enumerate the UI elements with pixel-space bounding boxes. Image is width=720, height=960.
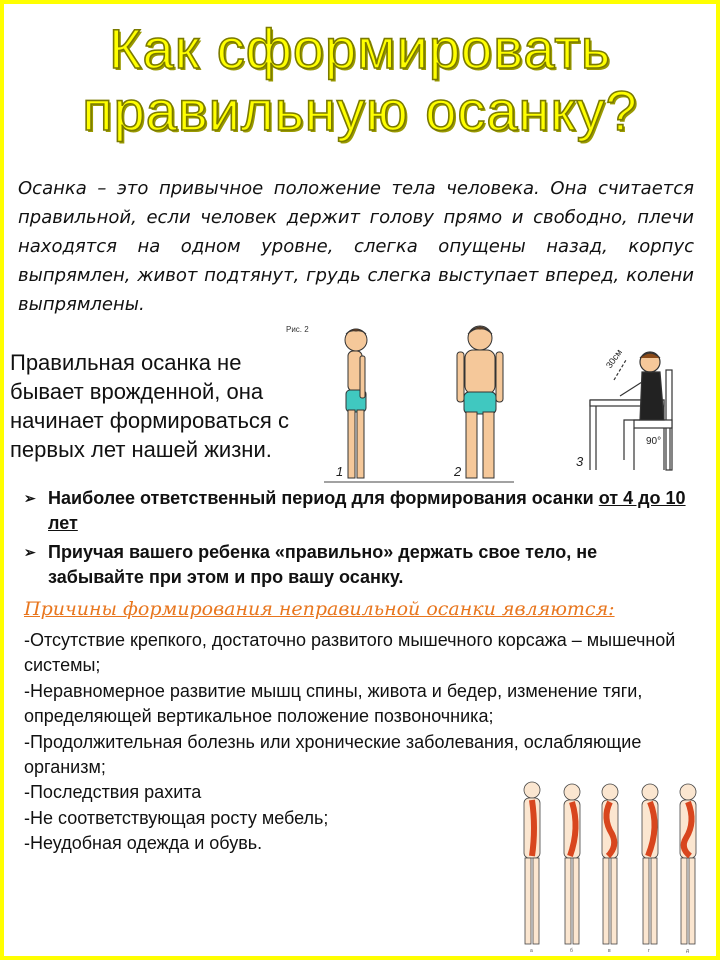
- spine-label-a: а: [530, 948, 533, 954]
- spine-posture-illustration: [510, 778, 710, 954]
- key-point-age-range: от 4 до 10 лет: [48, 488, 686, 533]
- spine-label-b: б: [570, 948, 573, 954]
- cause-item: -Не соответствующая росту мебель;: [24, 807, 329, 828]
- title-line-2: правильную осанку?: [82, 79, 638, 142]
- posture-figures: [284, 320, 720, 488]
- key-point-parents-text: Приучая вашего ребенка «правильно» держать свое тело, не забывайте при этом и про вашу осанку.: [48, 542, 598, 587]
- figure-label-3: 3: [576, 454, 584, 469]
- cause-item: -Последствия рахита: [24, 782, 202, 803]
- cause-item: -Отсутствие крепкого, достаточно развитого мышечного корсажа – мышечной системы;: [24, 630, 676, 676]
- spine-figure-b: [564, 784, 580, 944]
- figure-label-1: 1: [336, 464, 344, 479]
- figure-side-standing: [345, 329, 367, 478]
- bullet-arrow-icon: ➢: [24, 544, 36, 560]
- spine-label-c: в: [608, 948, 611, 954]
- intro-paragraph: Осанка – это привычное положение тела человека. Она считается правильной, если человек держит голову прямо и свободно, плечи находятся на одном уровне, слегка опущены назад, корпус выпрямлен, живот подтянут, грудь слегка выступает вперед, колени выпрямлены.: [18, 174, 694, 319]
- spine-label-e: д: [686, 948, 689, 954]
- page-title: [0, 18, 720, 142]
- causes-heading: Причины формирования неправильной осанки являются:: [24, 598, 615, 620]
- cause-item: -Продолжительная болезнь или хронические заболевания, ослабляющие организм;: [24, 731, 642, 778]
- title-line-1: Как сформировать: [108, 17, 612, 80]
- key-point-parents: [24, 540, 694, 590]
- key-points: [24, 486, 694, 594]
- cause-item: -Неудобная одежда и обувь.: [24, 833, 263, 854]
- figure-angle-top: 30см: [604, 347, 625, 371]
- spine-figure-a: [524, 782, 540, 944]
- figure-seated-desk: [590, 352, 672, 470]
- bullet-arrow-icon: ➢: [24, 490, 36, 506]
- key-point-age-text: [48, 486, 694, 536]
- spine-figure-d: [642, 784, 658, 944]
- figure-caption: Рис. 2: [286, 325, 309, 334]
- key-point-age-prefix: Наиболее ответственный период для формирования осанки: [48, 488, 599, 508]
- spine-label-d: г: [648, 948, 650, 954]
- figure-label-2: 2: [454, 464, 462, 479]
- spine-figure-c: [602, 784, 618, 944]
- figure-angle-seat: 90°: [646, 436, 662, 447]
- key-point-age: [24, 486, 694, 536]
- cause-item: -Неравномерное развитие мышц спины, живота и бедер, изменение тяги, определяющей вертикальное положение позвоночника;: [24, 680, 643, 727]
- spine-figure-e: [680, 784, 696, 944]
- figure-back-standing: [457, 326, 503, 478]
- birth-paragraph: Правильная осанка не бывает врожденной, она начинает формироваться с первых лет нашей жизни.: [10, 350, 289, 462]
